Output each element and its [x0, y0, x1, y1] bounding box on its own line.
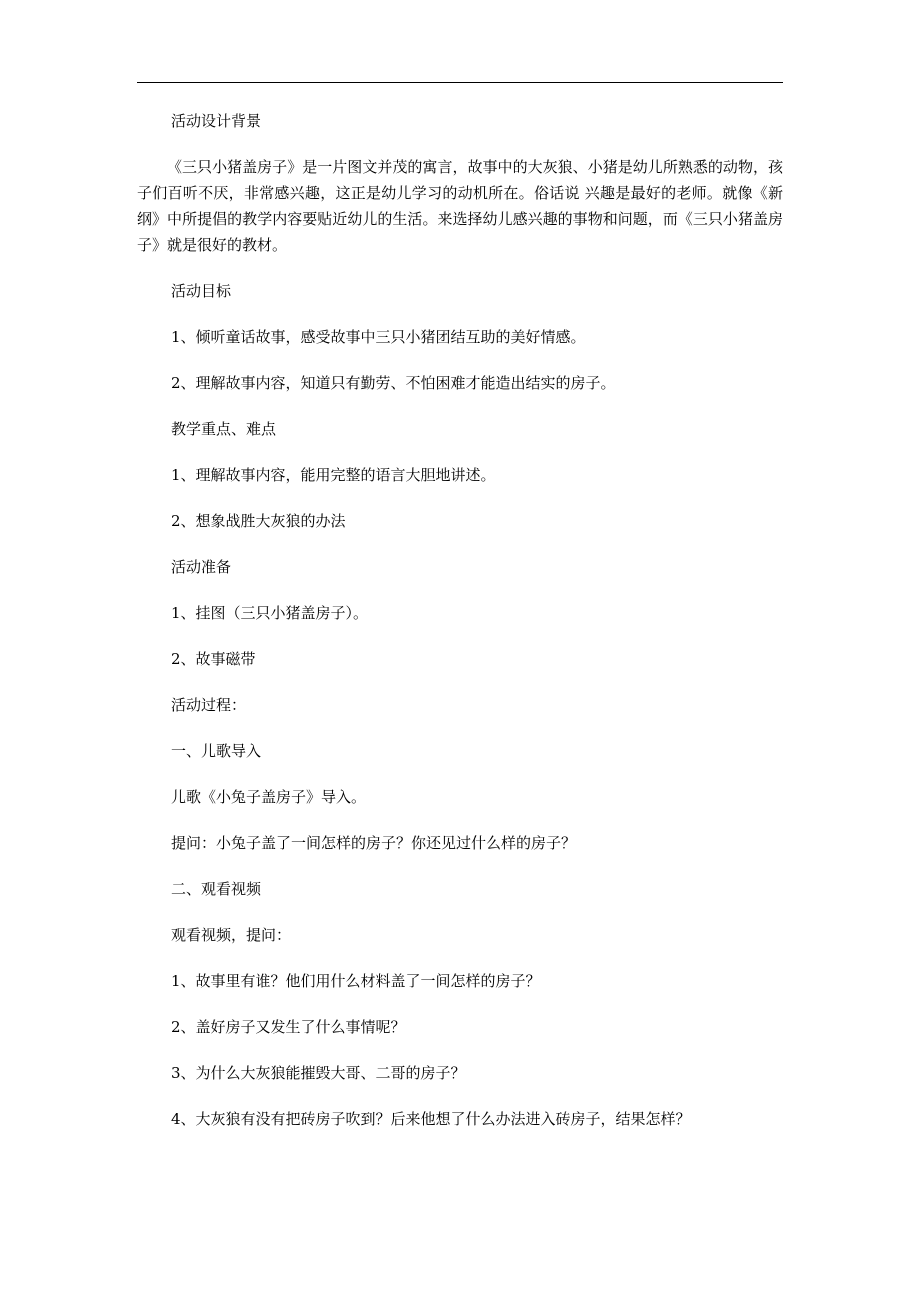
heading-key-points: 教学重点、难点 [171, 420, 277, 438]
goal-item-2: 2、理解故事内容，知道只有勤劳、不怕困难才能造出结实的房子。 [171, 374, 616, 392]
question-item-4: 4、大灰狼有没有把砖房子吹到？后来他想了什么办法进入砖房子，结果怎样？ [171, 1110, 691, 1128]
step-2-title: 二、观看视频 [171, 880, 262, 898]
prep-item-2: 2、故事磁带 [171, 650, 256, 668]
heading-process: 活动过程： [171, 696, 247, 714]
question-item-2: 2、盖好房子又发生了什么事情呢？ [171, 1018, 406, 1036]
step-1-question: 提问：小兔子盖了一间怎样的房子？你还见过什么样的房子？ [171, 834, 577, 852]
key-point-item-1: 1、理解故事内容，能用完整的语言大胆地讲述。 [171, 466, 496, 484]
step-2-text: 观看视频，提问： [171, 926, 292, 944]
heading-background: 活动设计背景 [171, 112, 262, 130]
background-paragraph: 《三只小猪盖房子》是一片图文并茂的寓言，故事中的大灰狼、小猪是幼儿所熟悉的动物，孩子们百听不厌，非常感兴趣，这正是幼儿学习的动机所在。俗话说 兴趣是最好的老师。就像《新纲》中所提倡的教学内容要贴近幼儿的生活。来选择幼儿感兴趣的事物和问题，而《三只小猪盖房子》就是很好的教材。 [137, 158, 783, 254]
key-point-item-2: 2、想象战胜大灰狼的办法 [171, 512, 346, 530]
question-item-3: 3、为什么大灰狼能摧毁大哥、二哥的房子？ [171, 1064, 466, 1082]
heading-goals: 活动目标 [171, 282, 232, 300]
header-rule [137, 82, 783, 83]
step-1-title: 一、儿歌导入 [171, 742, 262, 760]
question-item-1: 1、故事里有谁？他们用什么材料盖了一间怎样的房子？ [171, 972, 541, 990]
goal-item-1: 1、倾听童话故事，感受故事中三只小猪团结互助的美好情感。 [171, 328, 586, 346]
step-1-text: 儿歌《小兔子盖房子》导入。 [171, 788, 367, 806]
prep-item-1: 1、挂图（三只小猪盖房子）。 [171, 604, 369, 622]
document-body [137, 108, 783, 1132]
heading-preparation: 活动准备 [171, 558, 232, 576]
